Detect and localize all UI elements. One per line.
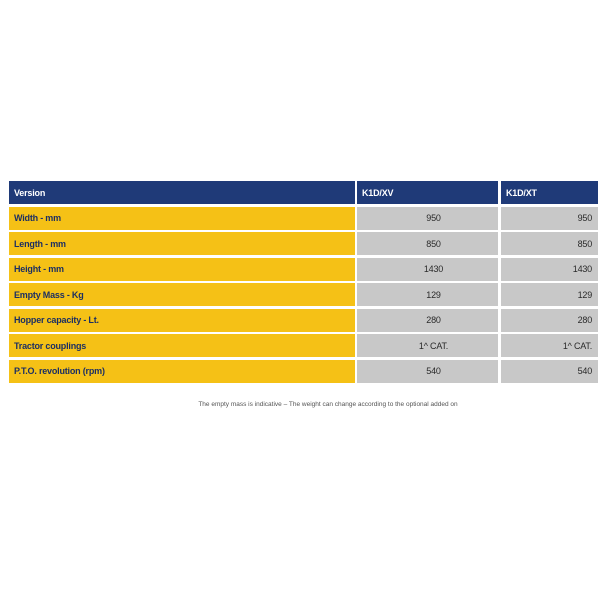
- row-value: 950: [357, 207, 498, 230]
- header-column-k1d-xv: K1D/XV: [357, 181, 498, 204]
- row-value: 850: [501, 232, 598, 255]
- row-label: P.T.O. revolution (rpm): [9, 360, 355, 383]
- table-row: [9, 334, 600, 357]
- table-row: [9, 283, 600, 306]
- spec-table: [9, 181, 600, 385]
- footnote: The empty mass is indicative – The weight can change according to the optional added on: [198, 401, 458, 408]
- row-value: 129: [501, 283, 598, 306]
- row-label: Height - mm: [9, 258, 355, 281]
- row-value: 129: [357, 283, 498, 306]
- row-value: 1430: [501, 258, 598, 281]
- table-row: [9, 309, 600, 332]
- row-label: Tractor couplings: [9, 334, 355, 357]
- table-header-row: [9, 181, 600, 204]
- row-label: Empty Mass - Kg: [9, 283, 355, 306]
- row-value: 540: [357, 360, 498, 383]
- row-value: 280: [357, 309, 498, 332]
- row-label: Length - mm: [9, 232, 355, 255]
- row-value: 280: [501, 309, 598, 332]
- header-version-label: Version: [9, 181, 355, 204]
- row-label: Width - mm: [9, 207, 355, 230]
- row-value: 1^ CAT.: [501, 334, 598, 357]
- table-row: [9, 232, 600, 255]
- row-value: 540: [501, 360, 598, 383]
- table-row: [9, 207, 600, 230]
- row-value: 950: [501, 207, 598, 230]
- row-value: 850: [357, 232, 498, 255]
- row-value: 1^ CAT.: [357, 334, 498, 357]
- row-value: 1430: [357, 258, 498, 281]
- header-column-k1d-xt: K1D/XT: [501, 181, 598, 204]
- table-row: [9, 258, 600, 281]
- table-row: [9, 360, 600, 383]
- row-label: Hopper capacity - Lt.: [9, 309, 355, 332]
